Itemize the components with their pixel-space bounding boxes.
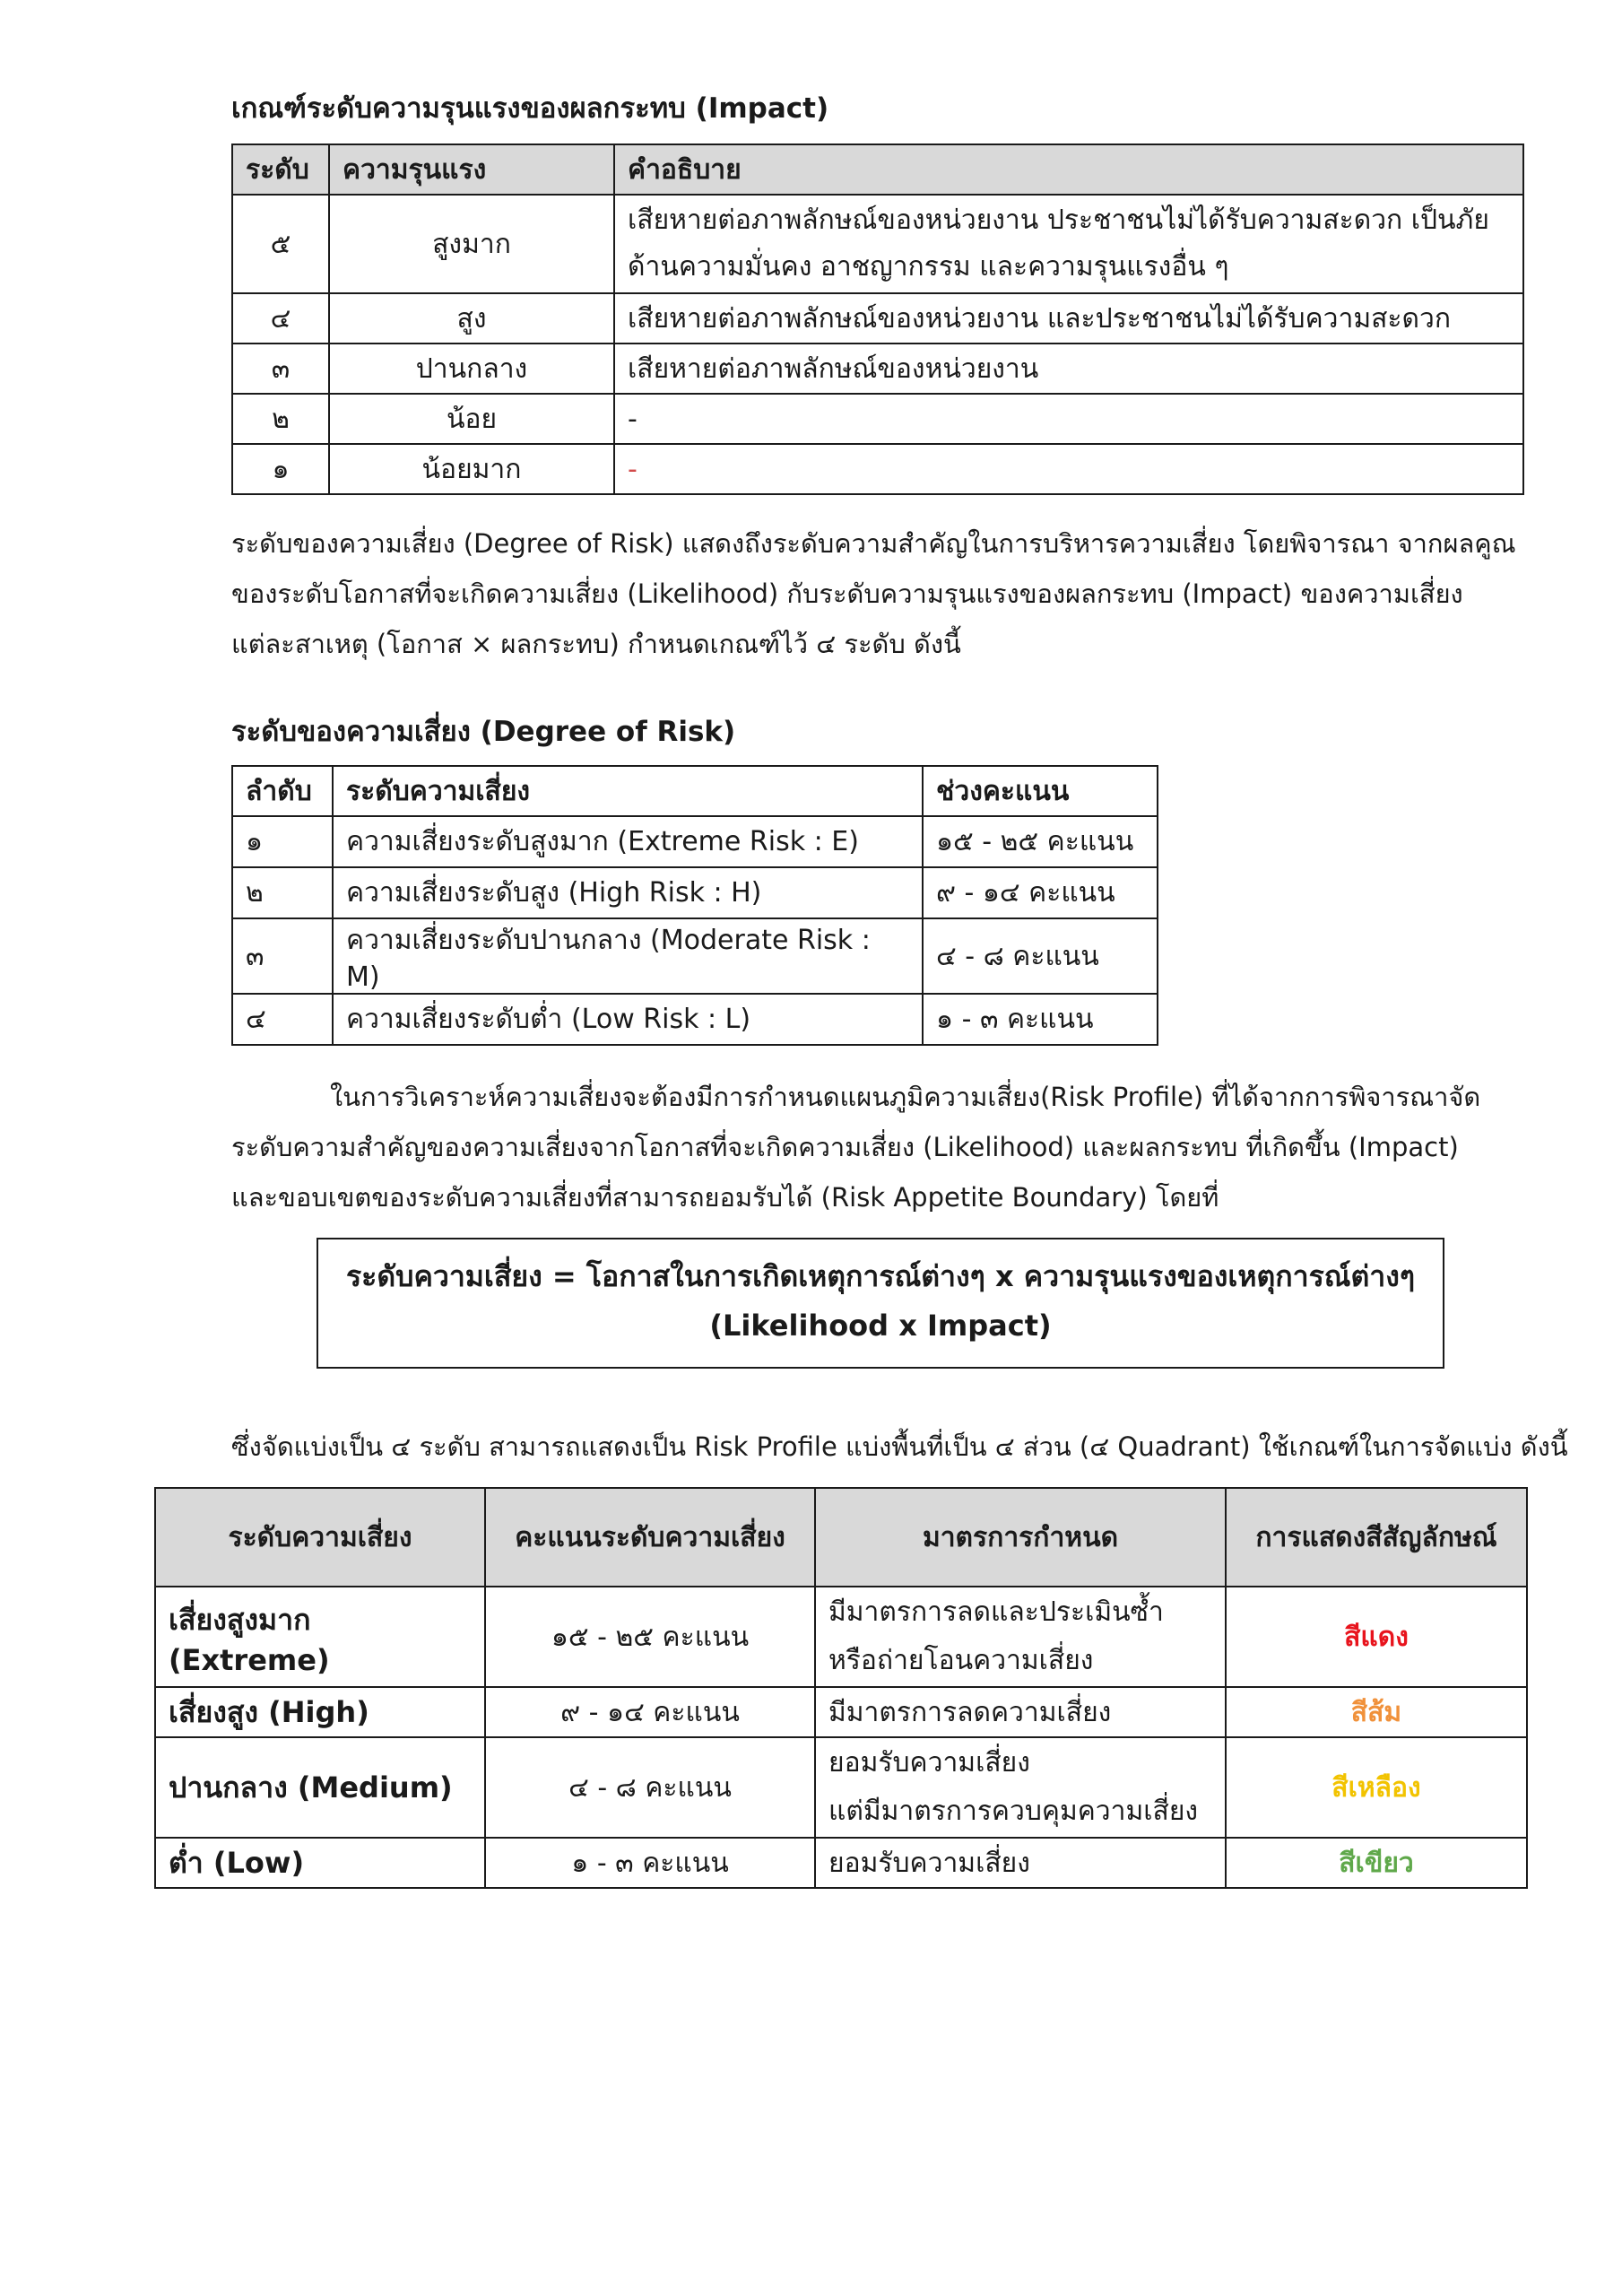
severity-cell: ปานกลาง xyxy=(329,344,614,394)
score-range-cell: ๔ - ๘ คะแนน xyxy=(923,918,1158,994)
table-row xyxy=(232,394,1523,444)
table-row xyxy=(155,1737,1527,1838)
severity-cell: สูง xyxy=(329,293,614,344)
degree-title: ระดับของความเสี่ยง (Degree of Risk) xyxy=(231,716,736,748)
risk-level-cell: ความเสี่ยงระดับปานกลาง (Moderate Risk : M) xyxy=(333,918,923,994)
measure-cell: ยอมรับความเสี่ยง xyxy=(815,1838,1226,1888)
table-row xyxy=(232,444,1523,494)
description-line: เสียหายต่อภาพลักษณ์ของหน่วยงาน ประชาชนไม่ได้รับความสะดวก เป็นภัย xyxy=(628,204,1489,236)
risk-level-cell: เสี่ยงสูง (High) xyxy=(155,1687,485,1737)
header-risk-level: ระดับความเสี่ยง xyxy=(333,766,923,816)
table-row xyxy=(232,195,1523,293)
degree-header-row xyxy=(232,766,1158,816)
description-cell: - xyxy=(614,394,1523,444)
table-row xyxy=(232,867,1158,918)
header-level: ระดับ xyxy=(232,144,329,195)
table-row xyxy=(155,1838,1527,1888)
measure-line: มีมาตรการลดและประเมินซ้ำ xyxy=(828,1596,1164,1628)
header-order: ลำดับ xyxy=(232,766,333,816)
level-cell: ๓ xyxy=(232,344,329,394)
header-color-symbol: การแสดงสีสัญลักษณ์ xyxy=(1226,1488,1527,1587)
description-cell: เสียหายต่อภาพลักษณ์ของหน่วยงาน และประชาชนไม่ได้รับความสะดวก xyxy=(614,293,1523,344)
severity-cell: สูงมาก xyxy=(329,195,614,293)
measure-line: แต่มีมาตรการควบคุมความเสี่ยง xyxy=(828,1796,1199,1827)
degree-table xyxy=(231,765,1158,1046)
table-row xyxy=(232,918,1158,994)
color-symbol-cell: สีเหลือง xyxy=(1226,1737,1527,1838)
order-cell: ๒ xyxy=(232,867,333,918)
color-symbol-cell: สีเขียว xyxy=(1226,1838,1527,1888)
description-line: ด้านความมั่นคง อาชญากรรม และความรุนแรงอื่น ๆ xyxy=(628,251,1229,283)
risk-level-cell: ปานกลาง (Medium) xyxy=(155,1737,485,1838)
color-symbol-cell: สีแดง xyxy=(1226,1587,1527,1687)
header-risk-score: คะแนนระดับความเสี่ยง xyxy=(485,1488,815,1587)
header-description: คำอธิบาย xyxy=(614,144,1523,195)
table-row xyxy=(232,293,1523,344)
score-range-cell: ๑๕ - ๒๕ คะแนน xyxy=(923,816,1158,867)
severity-cell: น้อย xyxy=(329,394,614,444)
level-cell: ๑ xyxy=(232,444,329,494)
level-cell: ๒ xyxy=(232,394,329,444)
formula-line: (Likelihood x Impact) xyxy=(709,1309,1052,1343)
severity-cell: น้อยมาก xyxy=(329,444,614,494)
score-range-cell: ๙ - ๑๔ คะแนน xyxy=(923,867,1158,918)
quadrant-header-row xyxy=(155,1488,1527,1587)
formula-box xyxy=(317,1238,1444,1369)
paragraph-line: และขอบเขตของระดับความเสี่ยงที่สามารถยอมรับได้ (Risk Appetite Boundary) โดยที่ xyxy=(231,1182,1219,1213)
impact-title: เกณฑ์ระดับความรุนแรงของผลกระทบ (Impact) xyxy=(231,92,829,125)
table-row xyxy=(155,1687,1527,1737)
impact-header-row xyxy=(232,144,1523,195)
paragraph-line: ในการวิเคราะห์ความเสี่ยงจะต้องมีการกำหนดแผนภูมิความเสี่ยง(Risk Profile) ที่ได้จากการพิจารณาจัด xyxy=(330,1082,1481,1112)
order-cell: ๔ xyxy=(232,994,333,1045)
description-cell: - xyxy=(614,444,1523,494)
quadrant-intro: ซึ่งจัดแบ่งเป็น ๔ ระดับ สามารถแสดงเป็น Risk Profile แบ่งพื้นที่เป็น ๔ ส่วน (๔ Quadrant) ใช้เกณฑ์ในการจัดแบ่ง ดังนี้ xyxy=(231,1431,1568,1462)
measure-cell: มีมาตรการลดความเสี่ยง xyxy=(815,1687,1226,1737)
header-severity: ความรุนแรง xyxy=(329,144,614,195)
level-cell: ๔ xyxy=(232,293,329,344)
measure-cell xyxy=(815,1587,1226,1687)
header-risk-level: ระดับความเสี่ยง xyxy=(155,1488,485,1587)
level-cell: ๕ xyxy=(232,195,329,293)
description-cell xyxy=(614,195,1523,293)
paragraph-line: ของระดับโอกาสที่จะเกิดความเสี่ยง (Likelihood) กับระดับความรุนแรงของผลกระทบ (Impact) ของความเสี่ยง xyxy=(231,578,1463,609)
risk-level-cell: ความเสี่ยงระดับต่ำ (Low Risk : L) xyxy=(333,994,923,1045)
risk-level-cell: เสี่ยงสูงมาก (Extreme) xyxy=(155,1587,485,1687)
degree-intro xyxy=(231,518,1516,669)
order-cell: ๓ xyxy=(232,918,333,994)
risk-score-cell: ๑ - ๓ คะแนน xyxy=(485,1838,815,1888)
impact-table xyxy=(231,144,1524,495)
analysis-paragraph xyxy=(231,1072,1480,1222)
color-symbol-cell: สีส้ม xyxy=(1226,1687,1527,1737)
measure-cell xyxy=(815,1737,1226,1838)
description-cell: เสียหายต่อภาพลักษณ์ของหน่วยงาน xyxy=(614,344,1523,394)
risk-level-cell: ความเสี่ยงระดับสูงมาก (Extreme Risk : E) xyxy=(333,816,923,867)
risk-score-cell: ๔ - ๘ คะแนน xyxy=(485,1737,815,1838)
table-row xyxy=(232,994,1158,1045)
paragraph-line: ระดับความสำคัญของความเสี่ยงจากโอกาสที่จะเกิดความเสี่ยง (Likelihood) และผลกระทบ ที่เกิดขึ้น (Impact) xyxy=(231,1132,1459,1162)
header-measure: มาตรการกำหนด xyxy=(815,1488,1226,1587)
order-cell: ๑ xyxy=(232,816,333,867)
header-score-range: ช่วงคะแนน xyxy=(923,766,1158,816)
measure-line: หรือถ่ายโอนความเสี่ยง xyxy=(828,1645,1094,1676)
risk-score-cell: ๙ - ๑๔ คะแนน xyxy=(485,1687,815,1737)
paragraph-line: แต่ละสาเหตุ (โอกาส × ผลกระทบ) กำหนดเกณฑ์ไว้ ๔ ระดับ ดังนี้ xyxy=(231,629,961,659)
risk-level-cell: ความเสี่ยงระดับสูง (High Risk : H) xyxy=(333,867,923,918)
paragraph-line: ระดับของความเสี่ยง (Degree of Risk) แสดงถึงระดับความสำคัญในการบริหารความเสี่ยง โดยพิจารณา จากผลคูณ xyxy=(231,528,1516,559)
risk-level-cell: ต่ำ (Low) xyxy=(155,1838,485,1888)
table-row xyxy=(155,1587,1527,1687)
formula-line: ระดับความเสี่ยง = โอกาสในการเกิดเหตุการณ์ต่างๆ x ความรุนแรงของเหตุการณ์ต่างๆ xyxy=(345,1259,1415,1293)
risk-score-cell: ๑๕ - ๒๕ คะแนน xyxy=(485,1587,815,1687)
score-range-cell: ๑ - ๓ คะแนน xyxy=(923,994,1158,1045)
measure-line: ยอมรับความเสี่ยง xyxy=(828,1747,1030,1779)
table-row xyxy=(232,816,1158,867)
table-row xyxy=(232,344,1523,394)
quadrant-table xyxy=(154,1487,1528,1889)
